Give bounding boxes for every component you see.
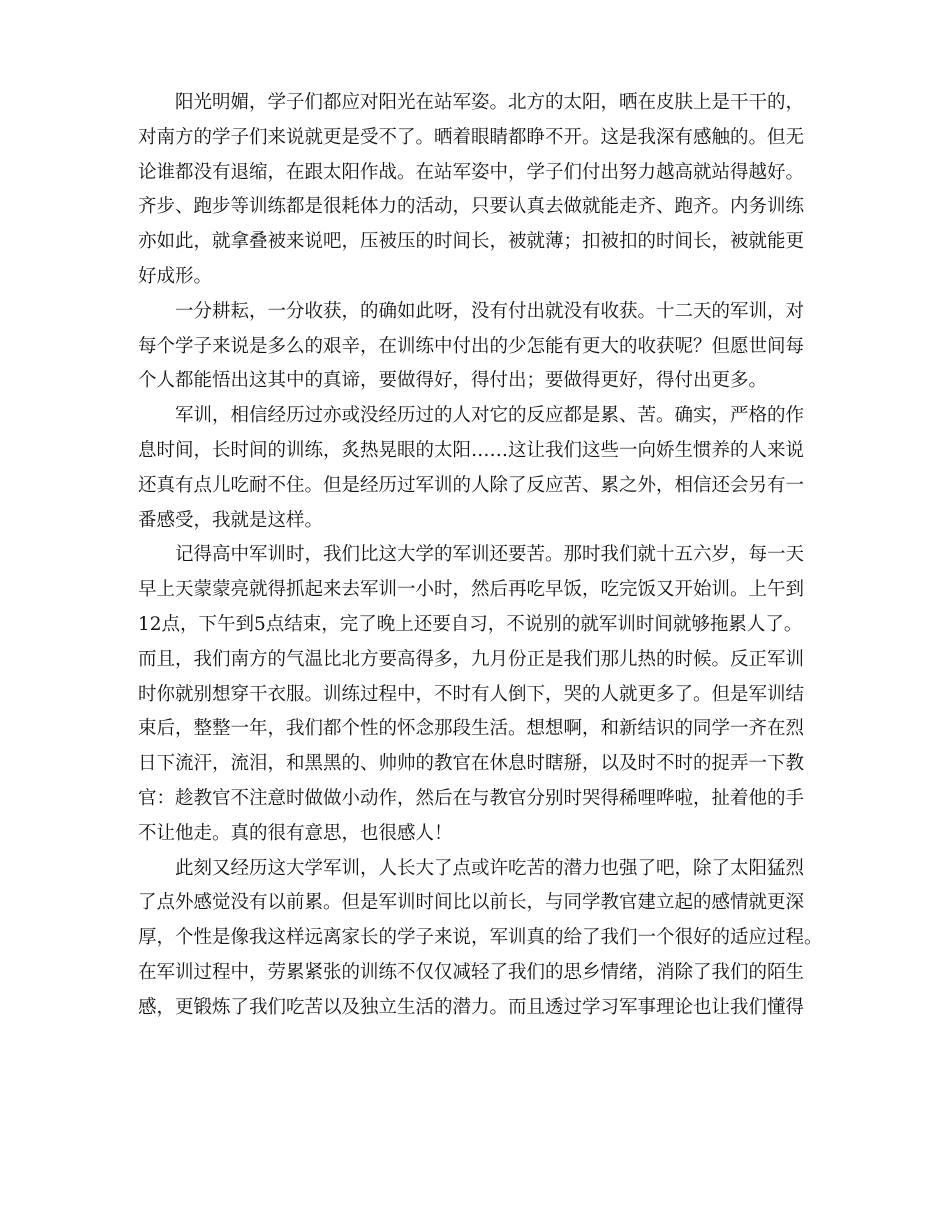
paragraph-4-line-6: 束后，整整一年，我们都个性的怀念那段生活。想想啊，和新结识的同学一齐在烈 [138, 718, 805, 740]
paragraph-4-line-9: 不让他走。真的很有意思，也很感人！ [138, 822, 453, 844]
paragraph-4-line-7: 日下流汗，流泪，和黑黑的、帅帅的教官在休息时瞎掰，以及时不时的捉弄一下教 [138, 753, 805, 775]
paragraph-2-line-1: 一分耕耘，一分收获，的确如此呀，没有付出就没有收获。十二天的军训，对 [175, 300, 805, 322]
paragraph-1-line-2: 对南方的学子们来说就更是受不了。晒着眼睛都睁不开。这是我深有感触的。但无 [138, 126, 805, 148]
paragraph-5-line-1: 此刻又经历这大学军训，人长大了点或许吃苦的潜力也强了吧，除了太阳猛烈 [175, 857, 805, 879]
paragraph-5-line-3: 厚，个性是像我这样远离家长的学子来说，军训真的给了我们一个很好的适应过程。 [138, 927, 823, 949]
paragraph-3-line-2: 息时间，长时间的训练，炙热晃眼的太阳……这让我们这些一向娇生惯养的人来说 [138, 439, 805, 461]
paragraph-4-line-2: 早上天蒙蒙亮就得抓起来去军训一小时，然后再吃早饭，吃完饭又开始训。上午到 [138, 579, 805, 601]
paragraph-1-line-6: 好成形。 [138, 265, 213, 287]
paragraph-3-line-3: 还真有点儿吃耐不住。但是经历过军训的人除了反应苦、累之外，相信还会另有一 [138, 474, 805, 496]
paragraph-1-line-4: 齐步、跑步等训练都是很耗体力的活动，只要认真去做就能走齐、跑齐。内务训练 [138, 196, 805, 218]
paragraph-1-line-5: 亦如此，就拿叠被来说吧，压被压的时间长，被就薄；扣被扣的时间长，被就能更 [138, 231, 805, 253]
paragraph-4-line-1: 记得高中军训时，我们比这大学的军训还要苦。那时我们就十五六岁，每一天 [175, 544, 805, 566]
document-body [138, 86, 828, 1026]
paragraph-1-line-1: 阳光明媚，学子们都应对阳光在站军姿。北方的太阳，晒在皮肤上是干干的， [175, 92, 805, 113]
paragraph-3-line-1: 军训，相信经历过亦或没经历过的人对它的反应都是累、苦。确实，严格的作 [175, 405, 805, 427]
paragraph-4-line-8: 官：趁教官不注意时做做小动作，然后在与教官分别时哭得稀哩哗啦，扯着他的手 [138, 787, 805, 809]
paragraph-4-line-5: 时你就别想穿干衣服。训练过程中，不时有人倒下，哭的人就更多了。但是军训结 [138, 683, 805, 705]
paragraph-2-line-2: 每个学子来说是多么的艰辛，在训练中付出的少怎能有更大的收获呢？但愿世间每 [138, 335, 805, 357]
paragraph-5-line-5: 感，更锻炼了我们吃苦以及独立生活的潜力。而且透过学习军事理论也让我们懂得 [138, 996, 805, 1018]
paragraph-5-line-2: 了点外感觉没有以前累。但是军训时间比以前长，与同学教官建立起的感情就更深 [138, 892, 805, 914]
paragraph-3-line-4: 番感受，我就是这样。 [138, 509, 324, 531]
paragraph-2-line-3: 个人都能悟出这其中的真谛，要做得好，得付出；要做得更好，得付出更多。 [138, 370, 768, 392]
paragraph-1-line-3: 论谁都没有退缩，在跟太阳作战。在站军姿中，学子们付出努力越高就站得越好。 [138, 161, 805, 183]
paragraph-5-line-4: 在军训过程中，劳累紧张的训练不仅仅减轻了我们的思乡情绪，消除了我们的陌生 [138, 961, 805, 983]
paragraph-4-line-4: 而且，我们南方的气温比北方要高得多，九月份正是我们那儿热的时候。反正军训 [138, 648, 805, 670]
paragraph-4-line-3: 12点，下午到5点结束，完了晚上还要自习，不说别的就军训时间就够拖累人了。 [138, 613, 803, 635]
